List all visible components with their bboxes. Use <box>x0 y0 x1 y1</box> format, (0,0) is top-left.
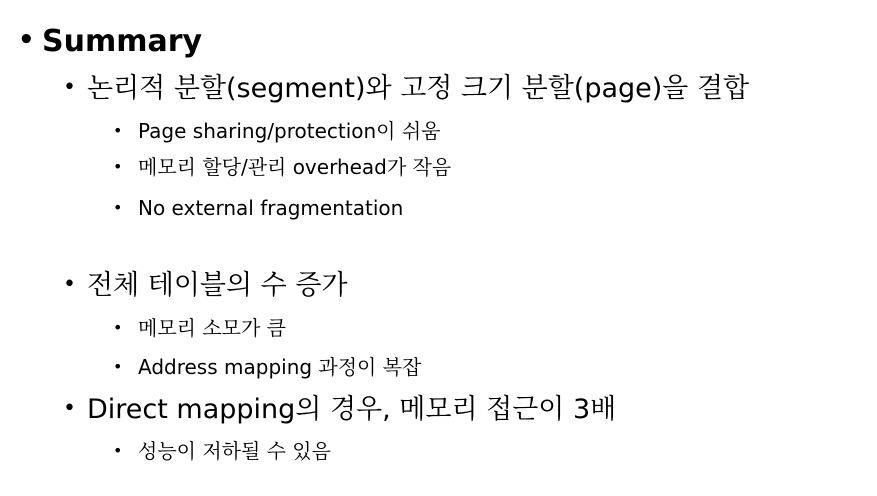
list-item-text: Direct mapping의 경우, 메모리 접근이 3배 <box>87 394 617 425</box>
list-item-text: 전체 테이블의 수 증가 <box>87 270 348 301</box>
bullet-icon: • <box>63 75 76 100</box>
sub-list-item-text: 메모리 할당/관리 overhead가 작음 <box>138 155 452 179</box>
bullet-icon: • <box>63 272 76 297</box>
sub-list-item-text: Address mapping 과정이 복잡 <box>138 355 422 379</box>
sub-list-item-text: No external fragmentation <box>138 196 404 220</box>
bullet-icon: • <box>113 121 123 140</box>
bullet-icon: • <box>18 25 35 55</box>
sub-list-item-text: 메모리 소모가 큼 <box>138 316 286 340</box>
bullet-icon: • <box>113 198 123 217</box>
list-item-text: 논리적 분할(segment)와 고정 크기 분할(page)을 결합 <box>87 73 750 104</box>
bullet-icon: • <box>113 357 123 376</box>
sub-list-item-text: Page sharing/protection이 쉬움 <box>138 119 441 143</box>
summary-title: Summary <box>42 24 203 59</box>
bullet-icon: • <box>113 157 123 176</box>
bullet-icon: • <box>63 396 76 421</box>
bullet-icon: • <box>113 318 123 337</box>
bullet-icon: • <box>113 441 123 460</box>
sub-list-item-text: 성능이 저하될 수 있음 <box>138 439 331 463</box>
